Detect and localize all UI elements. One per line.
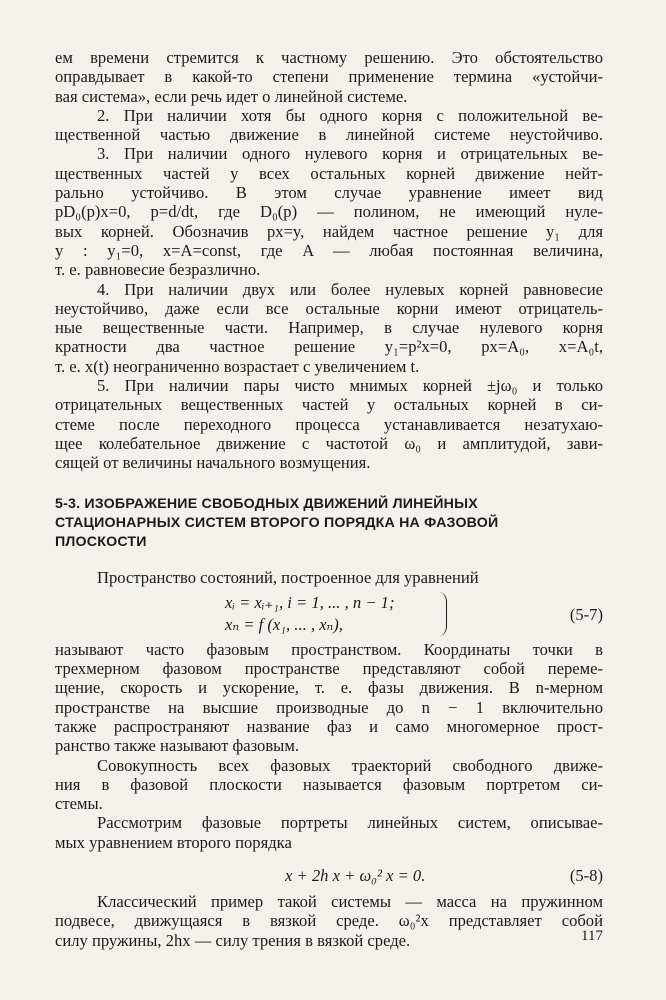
text-line: сящей от величины начального возмущения. xyxy=(55,453,371,473)
text-line: щение, скорость и ускорение, т. е. фазы движения. В n-мерном xyxy=(55,678,603,698)
equation-system xyxy=(225,592,395,636)
page-number: 117 xyxy=(581,928,603,944)
text-line: вых корней. Обозначив px=y, найдем частное решение y₁ для xyxy=(55,221,603,241)
text-line: силу пружины, 2hx — силу трения в вязкой среде. xyxy=(55,930,411,950)
text-line: ные вещественные части. Например, в случае нулевого корня xyxy=(55,318,603,338)
text-line: кратности два частное решение y₁=p²x=0, px=A₀, x=A₀t, xyxy=(55,337,603,357)
text-line: Совокупность всех фазовых траекторий свободного движе- xyxy=(97,755,603,775)
text-line: оправдывает в какой-то степени применение термина «устойчи- xyxy=(55,67,603,87)
text-line: ем времени стремится к частному решению. Это обстоятельство xyxy=(55,48,603,67)
text-line: стеме после переходного процесса устанавливается незатухаю- xyxy=(55,414,603,434)
text-line: ранство также называют фазовым. xyxy=(55,736,299,756)
equation-line-1: xᵢ = xᵢ₊₁, i = 1, ... , n − 1; xyxy=(225,592,395,612)
equation-number: (5-8) xyxy=(569,865,603,885)
section-heading xyxy=(55,495,603,553)
equation-number: (5-7) xyxy=(569,604,603,624)
text-line: y : y₁=0, x=A=const, где A — любая постоянная величина, xyxy=(55,240,603,260)
equation-5-7 xyxy=(55,592,603,640)
right-brace xyxy=(438,592,447,636)
text-line: рально устойчиво. В этом случае уравнение имеет вид xyxy=(55,183,603,203)
equation-line-2: xₙ = f (x₁, ... , xₙ), xyxy=(225,614,343,634)
page-body xyxy=(55,48,603,950)
text-line: щественных частей у всех остальных корней движение нейт- xyxy=(55,163,603,183)
text-line: 5. При наличии пары чисто мнимых корней ±jω₀ и только xyxy=(97,376,603,396)
heading-line: ПЛОСКОСТИ xyxy=(55,534,147,551)
text-line: вая система», если речь идет о линейной системе. xyxy=(55,86,408,106)
text-line: ния в фазовой плоскости называется фазовым портретом си- xyxy=(55,774,603,794)
text-line: pD₀(p)x=0, p=d/dt, где D₀(p) — полином, не имеющий нуле- xyxy=(55,202,603,222)
equation-5-8 xyxy=(55,862,603,888)
text-line: щее колебательное движение с частотой ω₀ и амплитудой, зави- xyxy=(55,433,603,453)
text-line: т. е. x(t) неограниченно возрастает с увеличением t. xyxy=(55,356,420,376)
text-line: стемы. xyxy=(55,794,103,814)
text-line: также распространяют название фаз и само многомерное прост- xyxy=(55,716,603,736)
text-line: 4. При наличии двух или более нулевых корней равновесие xyxy=(97,279,603,299)
text-line: называют часто фазовым пространством. Координаты точки в xyxy=(55,639,603,659)
text-line: пространстве на высшие производные до n − 1 включительно xyxy=(55,697,603,717)
text-line: трехмерном фазовом пространстве представляют собой переме- xyxy=(55,659,603,679)
equation-text: x + 2h x + ω₀² x = 0. xyxy=(285,865,426,885)
text-line: Классический пример такой системы — масса на пружинном xyxy=(97,891,603,911)
text-line: отрицательных вещественных частей у остальных корней в си- xyxy=(55,395,603,415)
text-line: подвесе, движущаяся в вязкой среде. ω₀²x представляет собой xyxy=(55,911,603,931)
text-line: неустойчиво, даже если все остальные корни имеют отрицатель- xyxy=(55,298,603,318)
heading-line: СТАЦИОНАРНЫХ СИСТЕМ ВТОРОГО ПОРЯДКА НА ФАЗОВОЙ xyxy=(55,514,499,531)
text-line: Рассмотрим фазовые портреты линейных систем, описывае- xyxy=(97,813,603,833)
text-line: мых уравнением второго порядка xyxy=(55,832,292,852)
text-line: щественной частью движение в линейной системе неустойчиво. xyxy=(55,125,603,145)
text-line: 2. При наличии хотя бы одного корня с положительной ве- xyxy=(97,105,603,125)
text-line: Пространство состояний, построенное для уравнений xyxy=(97,568,479,588)
text-line: 3. При наличии одного нулевого корня и отрицательных ве- xyxy=(97,144,603,164)
text-line: т. е. равновесие безразлично. xyxy=(55,260,261,280)
heading-line: 5-3. ИЗОБРАЖЕНИЕ СВОБОДНЫХ ДВИЖЕНИЙ ЛИНЕЙНЫХ xyxy=(55,495,478,512)
